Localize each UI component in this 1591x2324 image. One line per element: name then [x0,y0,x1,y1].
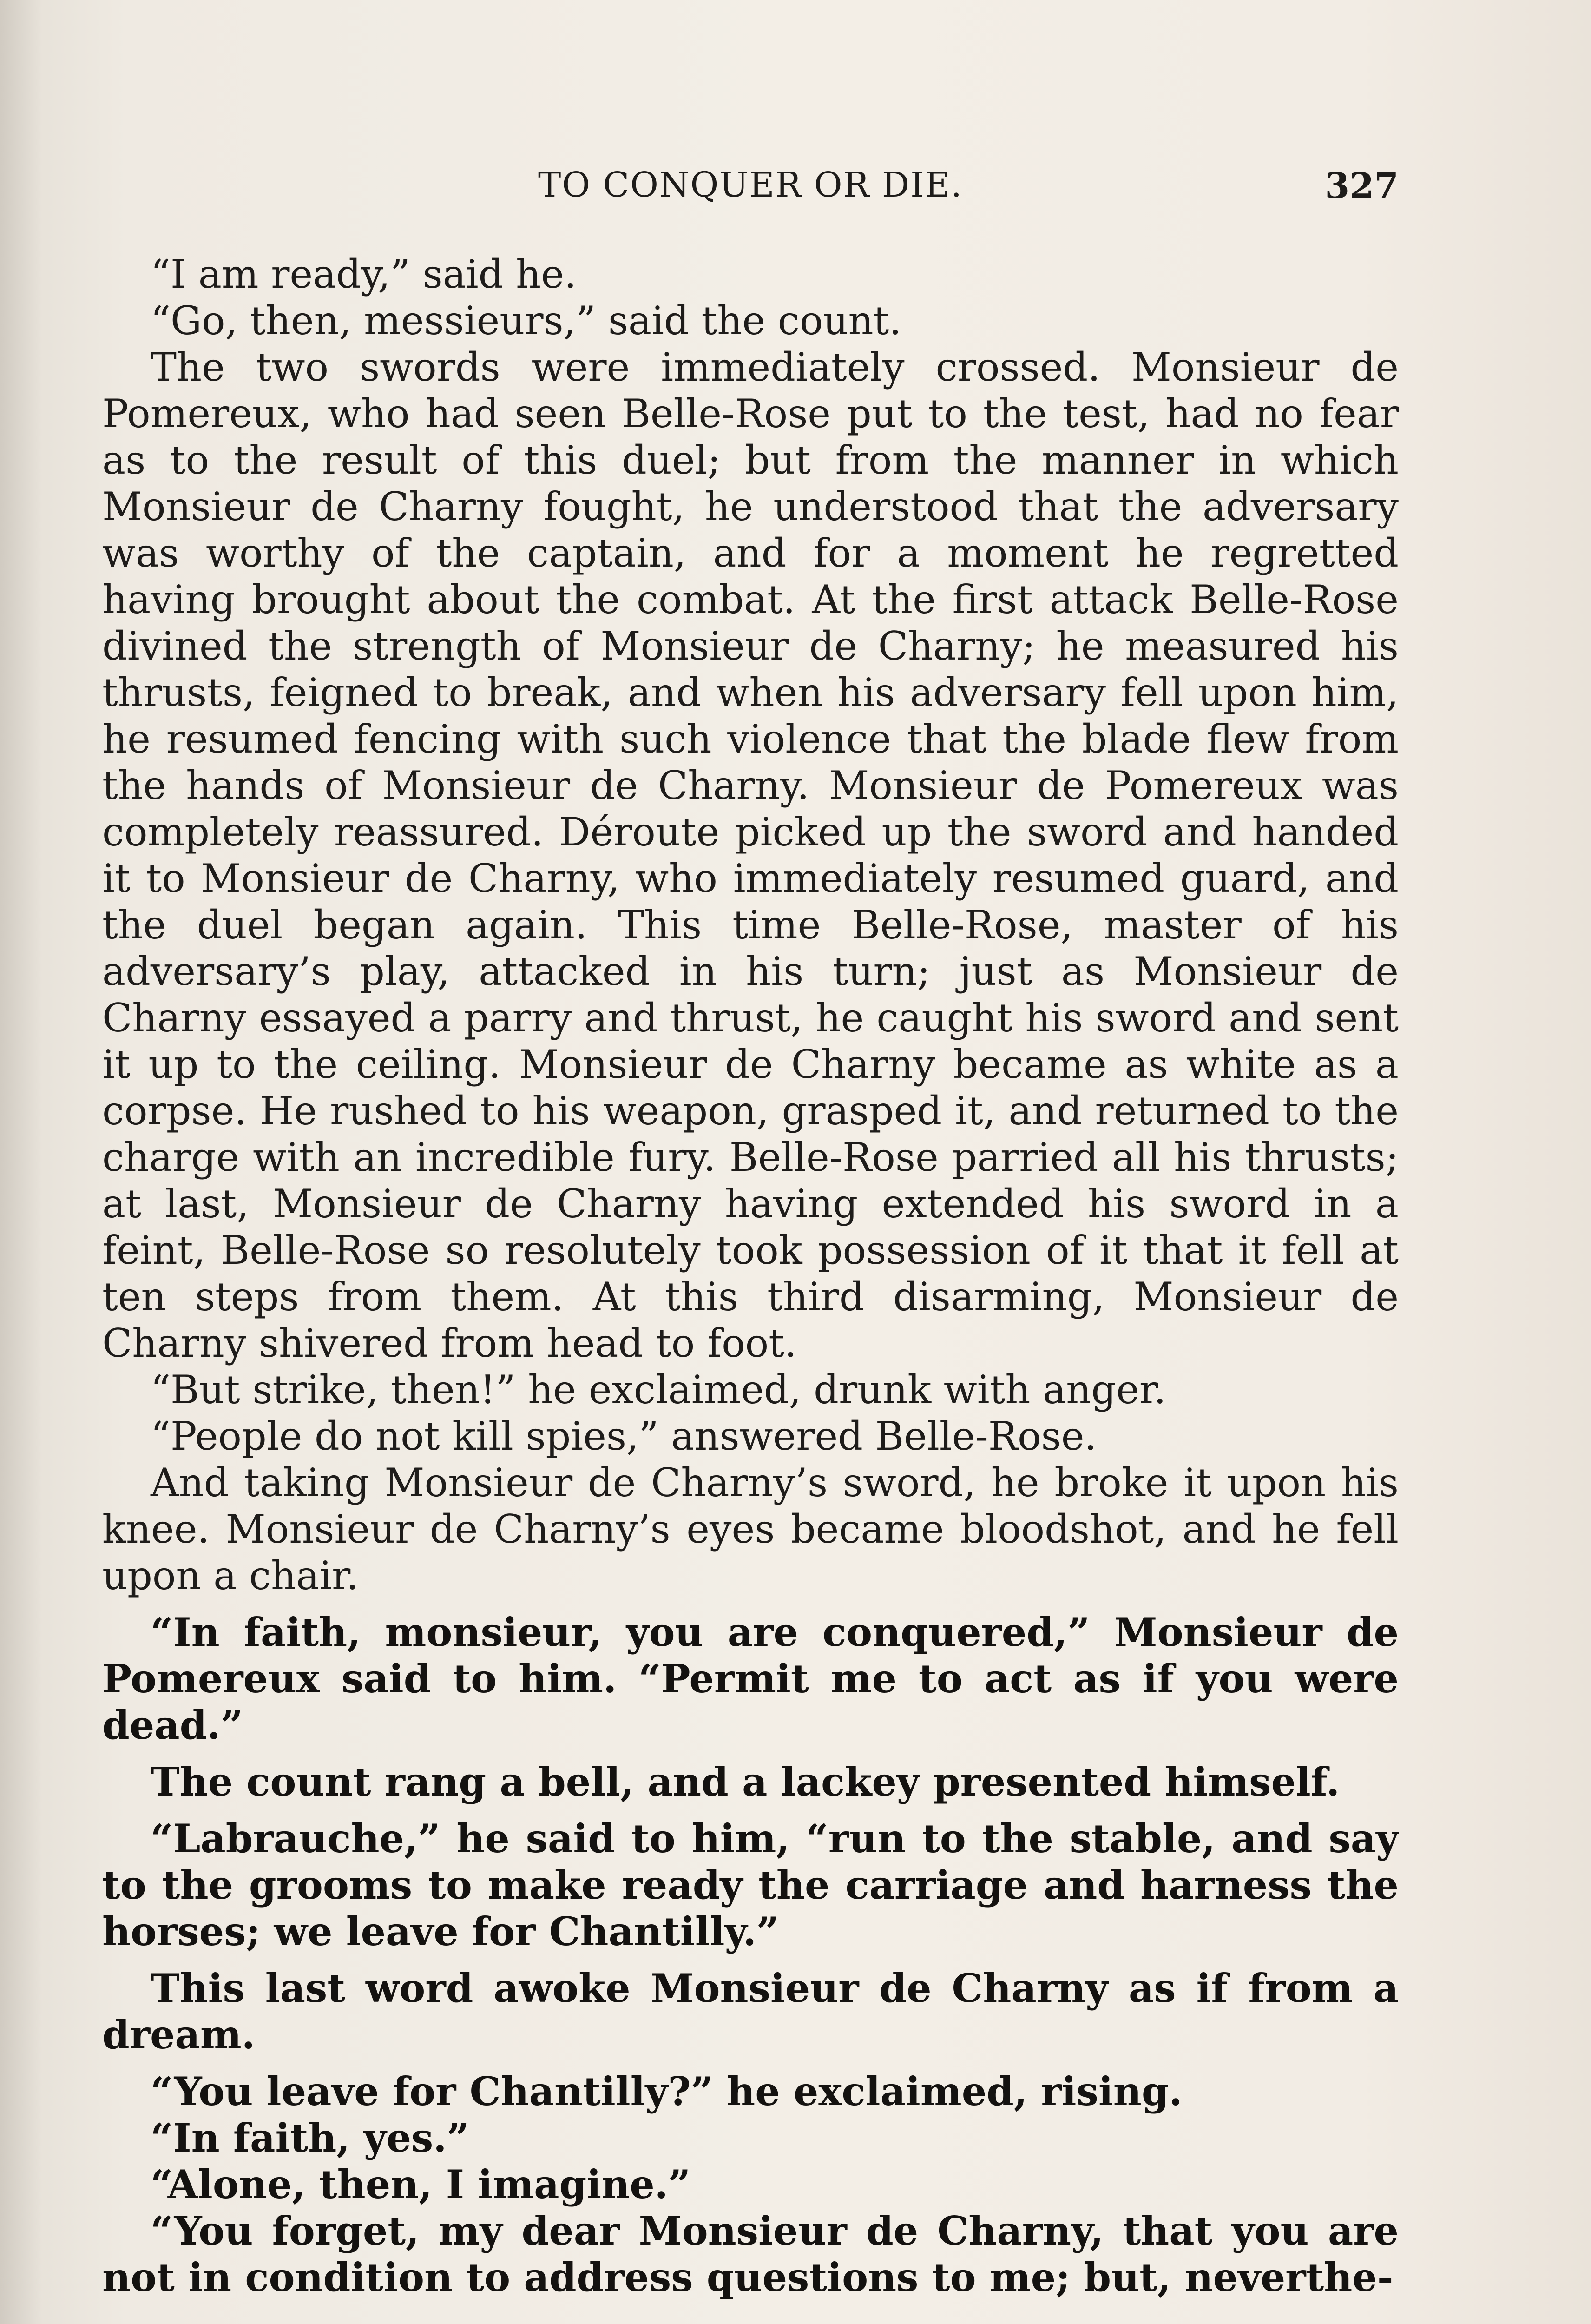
paragraph: “People do not kill spies,” answered Belle-Rose. [151,1413,1097,1459]
paragraph: “But strike, then!” he exclaimed, drunk with anger. [151,1367,1166,1413]
paragraph: And taking Monsieur de Charny’s sword, he broke it upon his knee. Monsieur de Charny’s eyes became bloodshot, and he fell upon a chair. [102,1460,1399,1598]
paragraph: “You forget, my dear Monsieur de Charny, that you are not in condition to address questions to me; but, neverthe- [102,2208,1399,2300]
paragraph: The count rang a bell, and a lackey presented himself. [151,1759,1340,1805]
paragraph: “I am ready,” said he. [151,251,577,297]
paragraph: “You leave for Chantilly?” he exclaimed, rising. [151,2068,1183,2114]
page-shadow [0,0,42,2324]
page-header [102,165,1399,216]
running-head: TO CONQUER OR DIE. [538,165,963,205]
paragraph: “In faith, yes.” [151,2115,469,2161]
paragraph: This last word awoke Monsieur de Charny as if from a dream. [102,1965,1399,2058]
paragraph: “Go, then, messieurs,” said the count. [151,298,902,343]
paragraph: “Labrauche,” he said to him, “run to the stable, and say to the grooms to make ready the carriage and harness the horses; we leave for Chantilly.” [102,1816,1399,1954]
page-number: 327 [1325,165,1399,206]
paragraph: “In faith, monsieur, you are conquered,” Monsieur de Pomereux said to him. “Permit me to act as if you were dead.” [102,1609,1399,1748]
paragraph: The two swords were immediately crossed. Monsieur de Pomereux, who had seen Belle-Rose put to the test, had no fear as to the result of this duel; but from the manner in which Monsieur de Charny fought, he understood that the adversary was worthy of the captain, and for a moment he regretted having brought about the combat. At the first attack Belle-Rose divined the strength of Monsieur de Charny; he measured his thrusts, feigned to break, and when his adversary fell upon him, he resumed fencing with such violence that the blade flew from the hands of Monsieur de Charny. Monsieur de Pomereux was completely reassured. Déroute picked up the sword and handed it to Monsieur de Charny, who immediately resumed guard, and the duel began again. This time Belle-Rose, master of his adversary’s play, attacked in his turn; just as Monsieur de Charny essayed a parry and thrust, he caught his sword and sent it up to the ceiling. Monsieur de Charny became as white as a corpse. He rushed to his weapon, grasped it, and returned to the charge with an incredible fury. Belle-Rose parried all his thrusts; at last, Monsieur de Charny having extended his sword in a feint, Belle-Rose so resolutely took possession of it that it fell at ten steps from them. At this third disarming, Monsieur de Charny shivered from head to foot. [102,344,1399,1366]
paragraph: “Alone, then, I imagine.” [151,2161,691,2207]
body-text [102,251,1399,2324]
